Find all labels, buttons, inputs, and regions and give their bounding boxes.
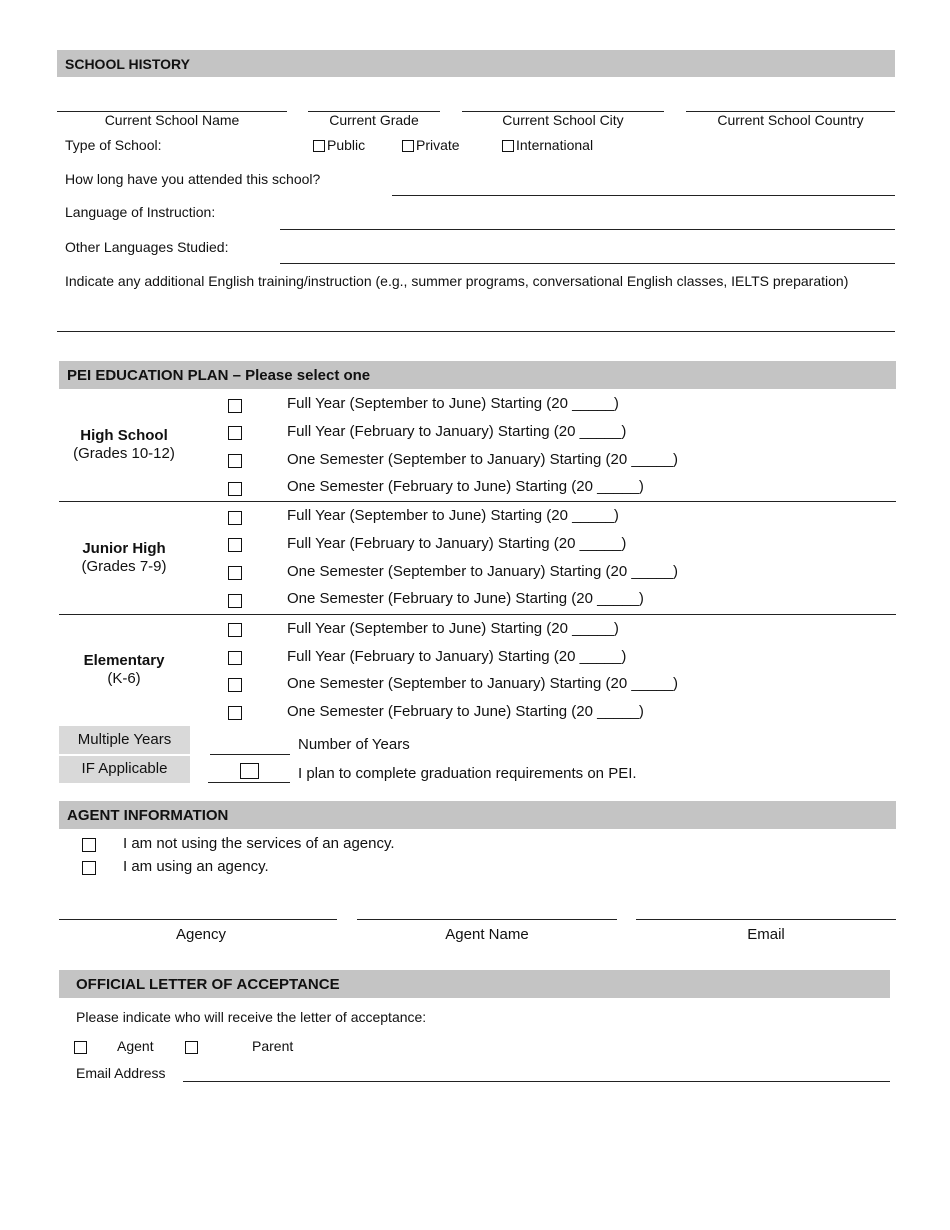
label-grade: Current Grade xyxy=(329,112,419,128)
public-label: Public xyxy=(327,137,366,153)
how-long-label: How long have you attended this school? xyxy=(65,171,321,187)
multiple-years-label: Multiple Years xyxy=(77,731,172,748)
number-of-years-label: Number of Years xyxy=(298,736,410,753)
group-grades-high-school: (Grades 10-12) xyxy=(73,445,175,462)
agent-name-label: Agent Name xyxy=(445,926,529,943)
group-grades-junior-high: (Grades 7-9) xyxy=(81,558,167,575)
international-checkbox[interactable] xyxy=(502,140,514,152)
email-address-label: Email Address xyxy=(76,1065,166,1081)
type-of-school-label: Type of School: xyxy=(65,137,162,153)
using-agency-checkbox[interactable] xyxy=(82,861,96,875)
agent-email-field[interactable] xyxy=(636,919,896,920)
agency-label: Agency xyxy=(175,926,227,943)
agent-info-header xyxy=(59,801,896,829)
english-training-field[interactable] xyxy=(57,331,895,332)
jh-option-1-checkbox[interactable] xyxy=(228,511,242,525)
email-address-field[interactable] xyxy=(183,1081,890,1082)
hs-option-2-label: Full Year (February to January) Starting (20 _____) xyxy=(287,423,627,440)
label-school-name: Current School Name xyxy=(104,112,240,128)
agent-email-label: Email xyxy=(747,926,785,943)
jh-option-4-label: One Semester (February to June) Starting (20 _____) xyxy=(287,590,644,607)
section-title: PEI EDUCATION PLAN – Please select one xyxy=(67,367,371,384)
parent-recipient-checkbox[interactable] xyxy=(185,1041,198,1054)
school-history-header xyxy=(57,50,895,77)
education-plan-header xyxy=(59,361,896,389)
other-languages-field[interactable] xyxy=(280,263,895,264)
parent-recipient-label: Parent xyxy=(252,1038,294,1054)
not-using-agency-label: I am not using the services of an agency. xyxy=(123,835,395,852)
group-name-elementary: Elementary xyxy=(83,652,165,669)
el-option-1-label: Full Year (September to June) Starting (20 _____) xyxy=(287,620,619,637)
not-using-agency-checkbox[interactable] xyxy=(82,838,96,852)
divider xyxy=(59,614,896,615)
graduation-underline xyxy=(208,782,290,783)
public-checkbox[interactable] xyxy=(313,140,325,152)
el-option-4-checkbox[interactable] xyxy=(228,706,242,720)
jh-option-4-checkbox[interactable] xyxy=(228,594,242,608)
group-name-high-school: High School xyxy=(80,427,168,444)
el-option-4-label: One Semester (February to June) Starting (20 _____) xyxy=(287,703,644,720)
acceptance-header xyxy=(59,970,890,998)
divider xyxy=(59,501,896,502)
graduation-label: I plan to complete graduation requirements on PEI. xyxy=(298,765,637,782)
language-label: Language of Instruction: xyxy=(65,204,216,220)
hs-option-1-checkbox[interactable] xyxy=(228,399,242,413)
hs-option-2-checkbox[interactable] xyxy=(228,426,242,440)
jh-option-3-label: One Semester (September to January) Starting (20 _____) xyxy=(287,563,679,580)
jh-option-3-checkbox[interactable] xyxy=(228,566,242,580)
section-title: AGENT INFORMATION xyxy=(67,807,229,824)
agency-field[interactable] xyxy=(59,919,337,920)
hs-option-4-checkbox[interactable] xyxy=(228,482,242,496)
jh-option-2-label: Full Year (February to January) Starting (20 _____) xyxy=(287,535,627,552)
international-label: International xyxy=(516,137,594,153)
private-checkbox[interactable] xyxy=(402,140,414,152)
hs-option-3-checkbox[interactable] xyxy=(228,454,242,468)
label-city: Current School City xyxy=(502,112,624,128)
el-option-2-checkbox[interactable] xyxy=(228,651,242,665)
number-of-years-field[interactable] xyxy=(210,754,290,755)
el-option-2-label: Full Year (February to January) Starting (20 _____) xyxy=(287,648,627,665)
el-option-1-checkbox[interactable] xyxy=(228,623,242,637)
section-title: SCHOOL HISTORY xyxy=(65,56,190,72)
how-long-field[interactable] xyxy=(392,195,895,196)
other-languages-label: Other Languages Studied: xyxy=(65,239,229,255)
agent-name-field[interactable] xyxy=(357,919,617,920)
section-title: OFFICIAL LETTER OF ACCEPTANCE xyxy=(76,976,340,993)
hs-option-4-label: One Semester (February to June) Starting (20 _____) xyxy=(287,478,644,495)
if-applicable-label: IF Applicable xyxy=(81,760,168,777)
jh-option-1-label: Full Year (September to June) Starting (20 _____) xyxy=(287,507,619,524)
using-agency-label: I am using an agency. xyxy=(123,858,269,875)
agent-recipient-checkbox[interactable] xyxy=(74,1041,87,1054)
el-option-3-label: One Semester (September to January) Starting (20 _____) xyxy=(287,675,679,692)
hs-option-1-label: Full Year (September to June) Starting (20 _____) xyxy=(287,395,619,412)
private-label: Private xyxy=(416,137,460,153)
group-grades-elementary: (K-6) xyxy=(107,670,141,687)
agent-recipient-label: Agent xyxy=(117,1038,154,1054)
graduation-checkbox[interactable] xyxy=(240,763,259,779)
language-field[interactable] xyxy=(280,229,895,230)
hs-option-3-label: One Semester (September to January) Starting (20 _____) xyxy=(287,451,679,468)
acceptance-prompt: Please indicate who will receive the letter of acceptance: xyxy=(76,1009,427,1025)
el-option-3-checkbox[interactable] xyxy=(228,678,242,692)
jh-option-2-checkbox[interactable] xyxy=(228,538,242,552)
english-training-label: Indicate any additional English training/instruction (e.g., summer programs, conversational English classes, IELTS preparation) xyxy=(65,273,849,289)
label-country: Current School Country xyxy=(717,112,864,128)
group-name-junior-high: Junior High xyxy=(82,540,166,557)
